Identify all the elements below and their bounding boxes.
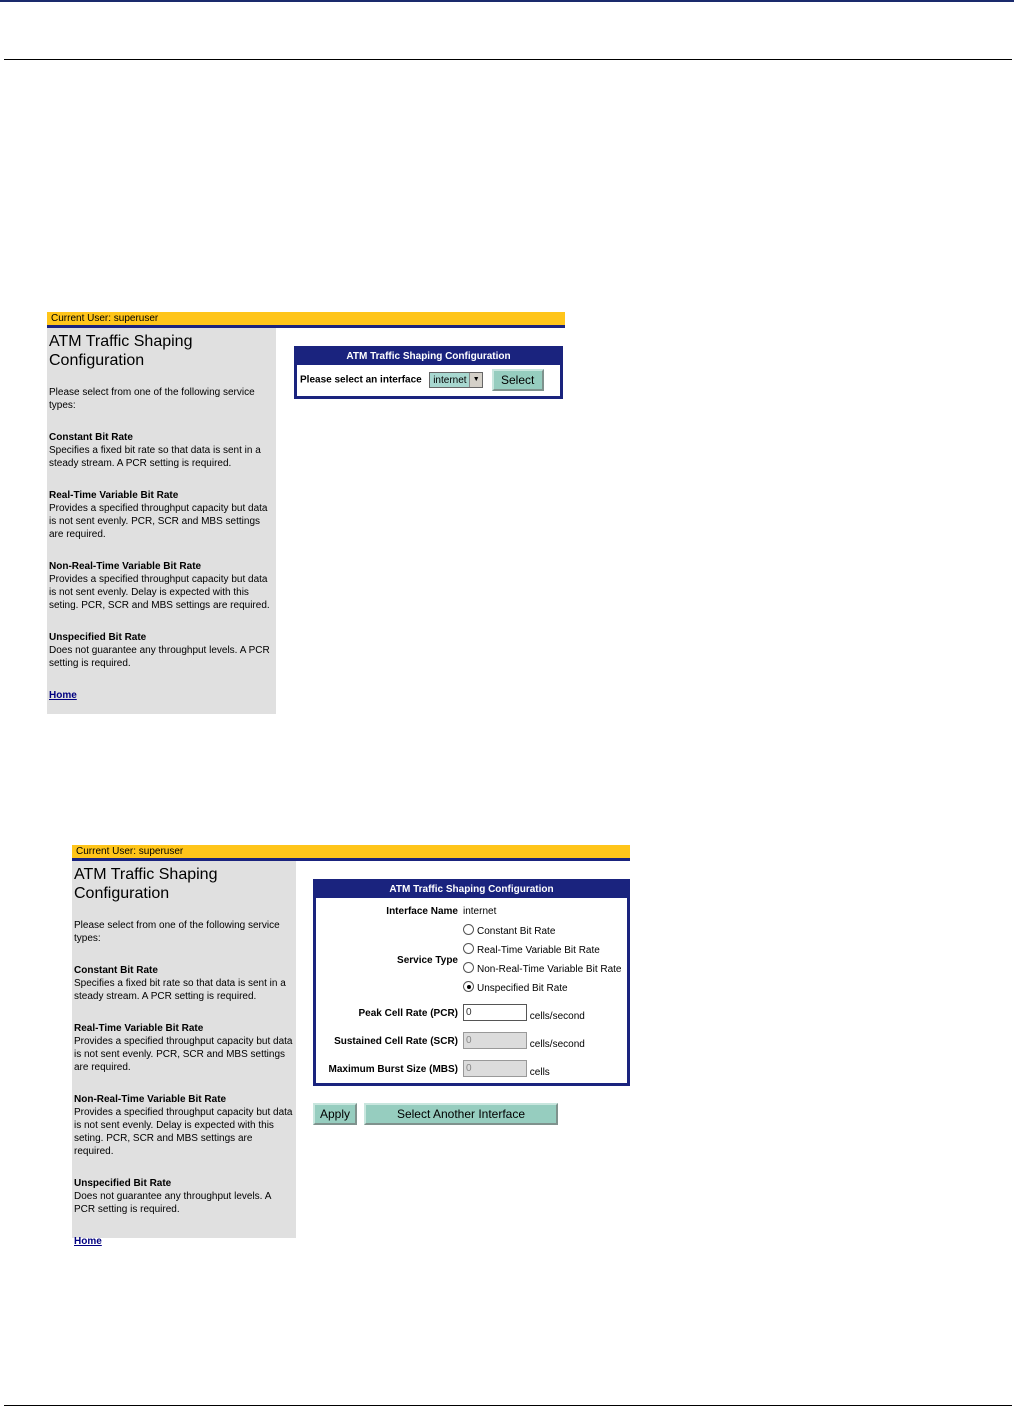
service-desc-ubr: Unspecified Bit Rate Does not guarantee any throughput levels. A PCR setting is required. <box>74 1178 271 1215</box>
interface-name-value: internet <box>463 905 497 917</box>
service-desc-rt-vbr: Real-Time Variable Bit Rate Provides a specified throughput capacity but data is not sent evenly. PCR, SCR and MBS settings are required. <box>49 490 268 540</box>
scr-label: Sustained Cell Rate (SCR) <box>334 1035 458 1047</box>
pcr-input[interactable]: 0 <box>463 1004 527 1021</box>
select-button[interactable]: Select <box>492 369 544 391</box>
screenshot-interface-select <box>47 312 565 715</box>
apply-button[interactable]: Apply <box>313 1103 357 1125</box>
sidebar-intro: Please select from one of the following service types: <box>74 920 280 944</box>
radio-button[interactable] <box>463 924 474 935</box>
panel-title: ATM Traffic Shaping Configuration <box>316 882 627 898</box>
radio-cbr[interactable]: Constant Bit Rate <box>463 922 622 941</box>
radio-button[interactable] <box>463 943 474 954</box>
help-sidebar <box>47 328 276 714</box>
footer-rule <box>4 1405 1012 1406</box>
service-desc-rt-vbr: Real-Time Variable Bit Rate Provides a specified throughput capacity but data is not sent evenly. PCR, SCR and MBS settings are required. <box>74 1023 293 1073</box>
chevron-down-icon[interactable]: ▼ <box>469 373 482 387</box>
radio-nrt-vbr[interactable]: Non-Real-Time Variable Bit Rate <box>463 960 622 979</box>
interface-name-label: Interface Name <box>386 905 458 917</box>
pcr-label: Peak Cell Rate (PCR) <box>358 1007 458 1019</box>
mbs-unit: cells <box>529 1067 550 1079</box>
top-rule <box>0 0 1014 2</box>
mbs-input[interactable]: 0 <box>463 1060 527 1077</box>
service-desc-ubr: Unspecified Bit Rate Does not guarantee any throughput levels. A PCR setting is required. <box>49 632 270 669</box>
header-rule <box>4 59 1012 60</box>
interface-prompt: Please select an interface <box>300 374 422 386</box>
home-link[interactable]: Home <box>74 1236 102 1247</box>
sidebar-title: ATM Traffic Shaping Configuration <box>74 866 218 902</box>
interface-select[interactable]: internet ▼ <box>429 372 483 388</box>
radio-ubr[interactable]: Unspecified Bit Rate <box>463 979 622 998</box>
service-desc-nrt-vbr: Non-Real-Time Variable Bit Rate Provides a specified throughput capacity but data is not sent evenly. Delay is expected with this seting. PCR, SCR and MBS settings are required. <box>74 1094 293 1157</box>
shaping-config-panel <box>313 879 630 1086</box>
radio-button-selected[interactable] <box>463 981 474 992</box>
select-another-interface-button[interactable]: Select Another Interface <box>364 1103 558 1125</box>
current-user-bar: Current User: superuser <box>47 312 565 328</box>
mbs-label: Maximum Burst Size (MBS) <box>328 1063 458 1075</box>
help-sidebar <box>72 861 296 1247</box>
service-type-label: Service Type <box>397 954 458 966</box>
sidebar-title: ATM Traffic Shaping Configuration <box>49 333 193 369</box>
scr-input[interactable]: 0 <box>463 1032 527 1049</box>
pcr-unit: cells/second <box>529 1011 585 1023</box>
config-form <box>316 901 623 1083</box>
service-desc-nrt-vbr: Non-Real-Time Variable Bit Rate Provides a specified throughput capacity but data is not sent evenly. Delay is expected with this seting. PCR, SCR and MBS settings are required. <box>49 561 270 611</box>
home-link[interactable]: Home <box>49 690 77 701</box>
radio-button[interactable] <box>463 962 474 973</box>
screenshot-shaping-config <box>72 845 630 1247</box>
sidebar-intro: Please select from one of the following service types: <box>49 387 255 411</box>
service-type-options <box>462 921 623 999</box>
current-user-bar: Current User: superuser <box>72 845 630 861</box>
service-desc-cbr: Constant Bit Rate Specifies a fixed bit rate so that data is sent in a steady stream. A PCR setting is required. <box>74 965 286 1002</box>
radio-rt-vbr[interactable]: Real-Time Variable Bit Rate <box>463 941 622 960</box>
interface-select-panel <box>294 346 563 399</box>
service-desc-cbr: Constant Bit Rate Specifies a fixed bit rate so that data is sent in a steady stream. A PCR setting is required. <box>49 432 261 469</box>
panel-title: ATM Traffic Shaping Configuration <box>297 349 560 365</box>
scr-unit: cells/second <box>529 1039 585 1051</box>
